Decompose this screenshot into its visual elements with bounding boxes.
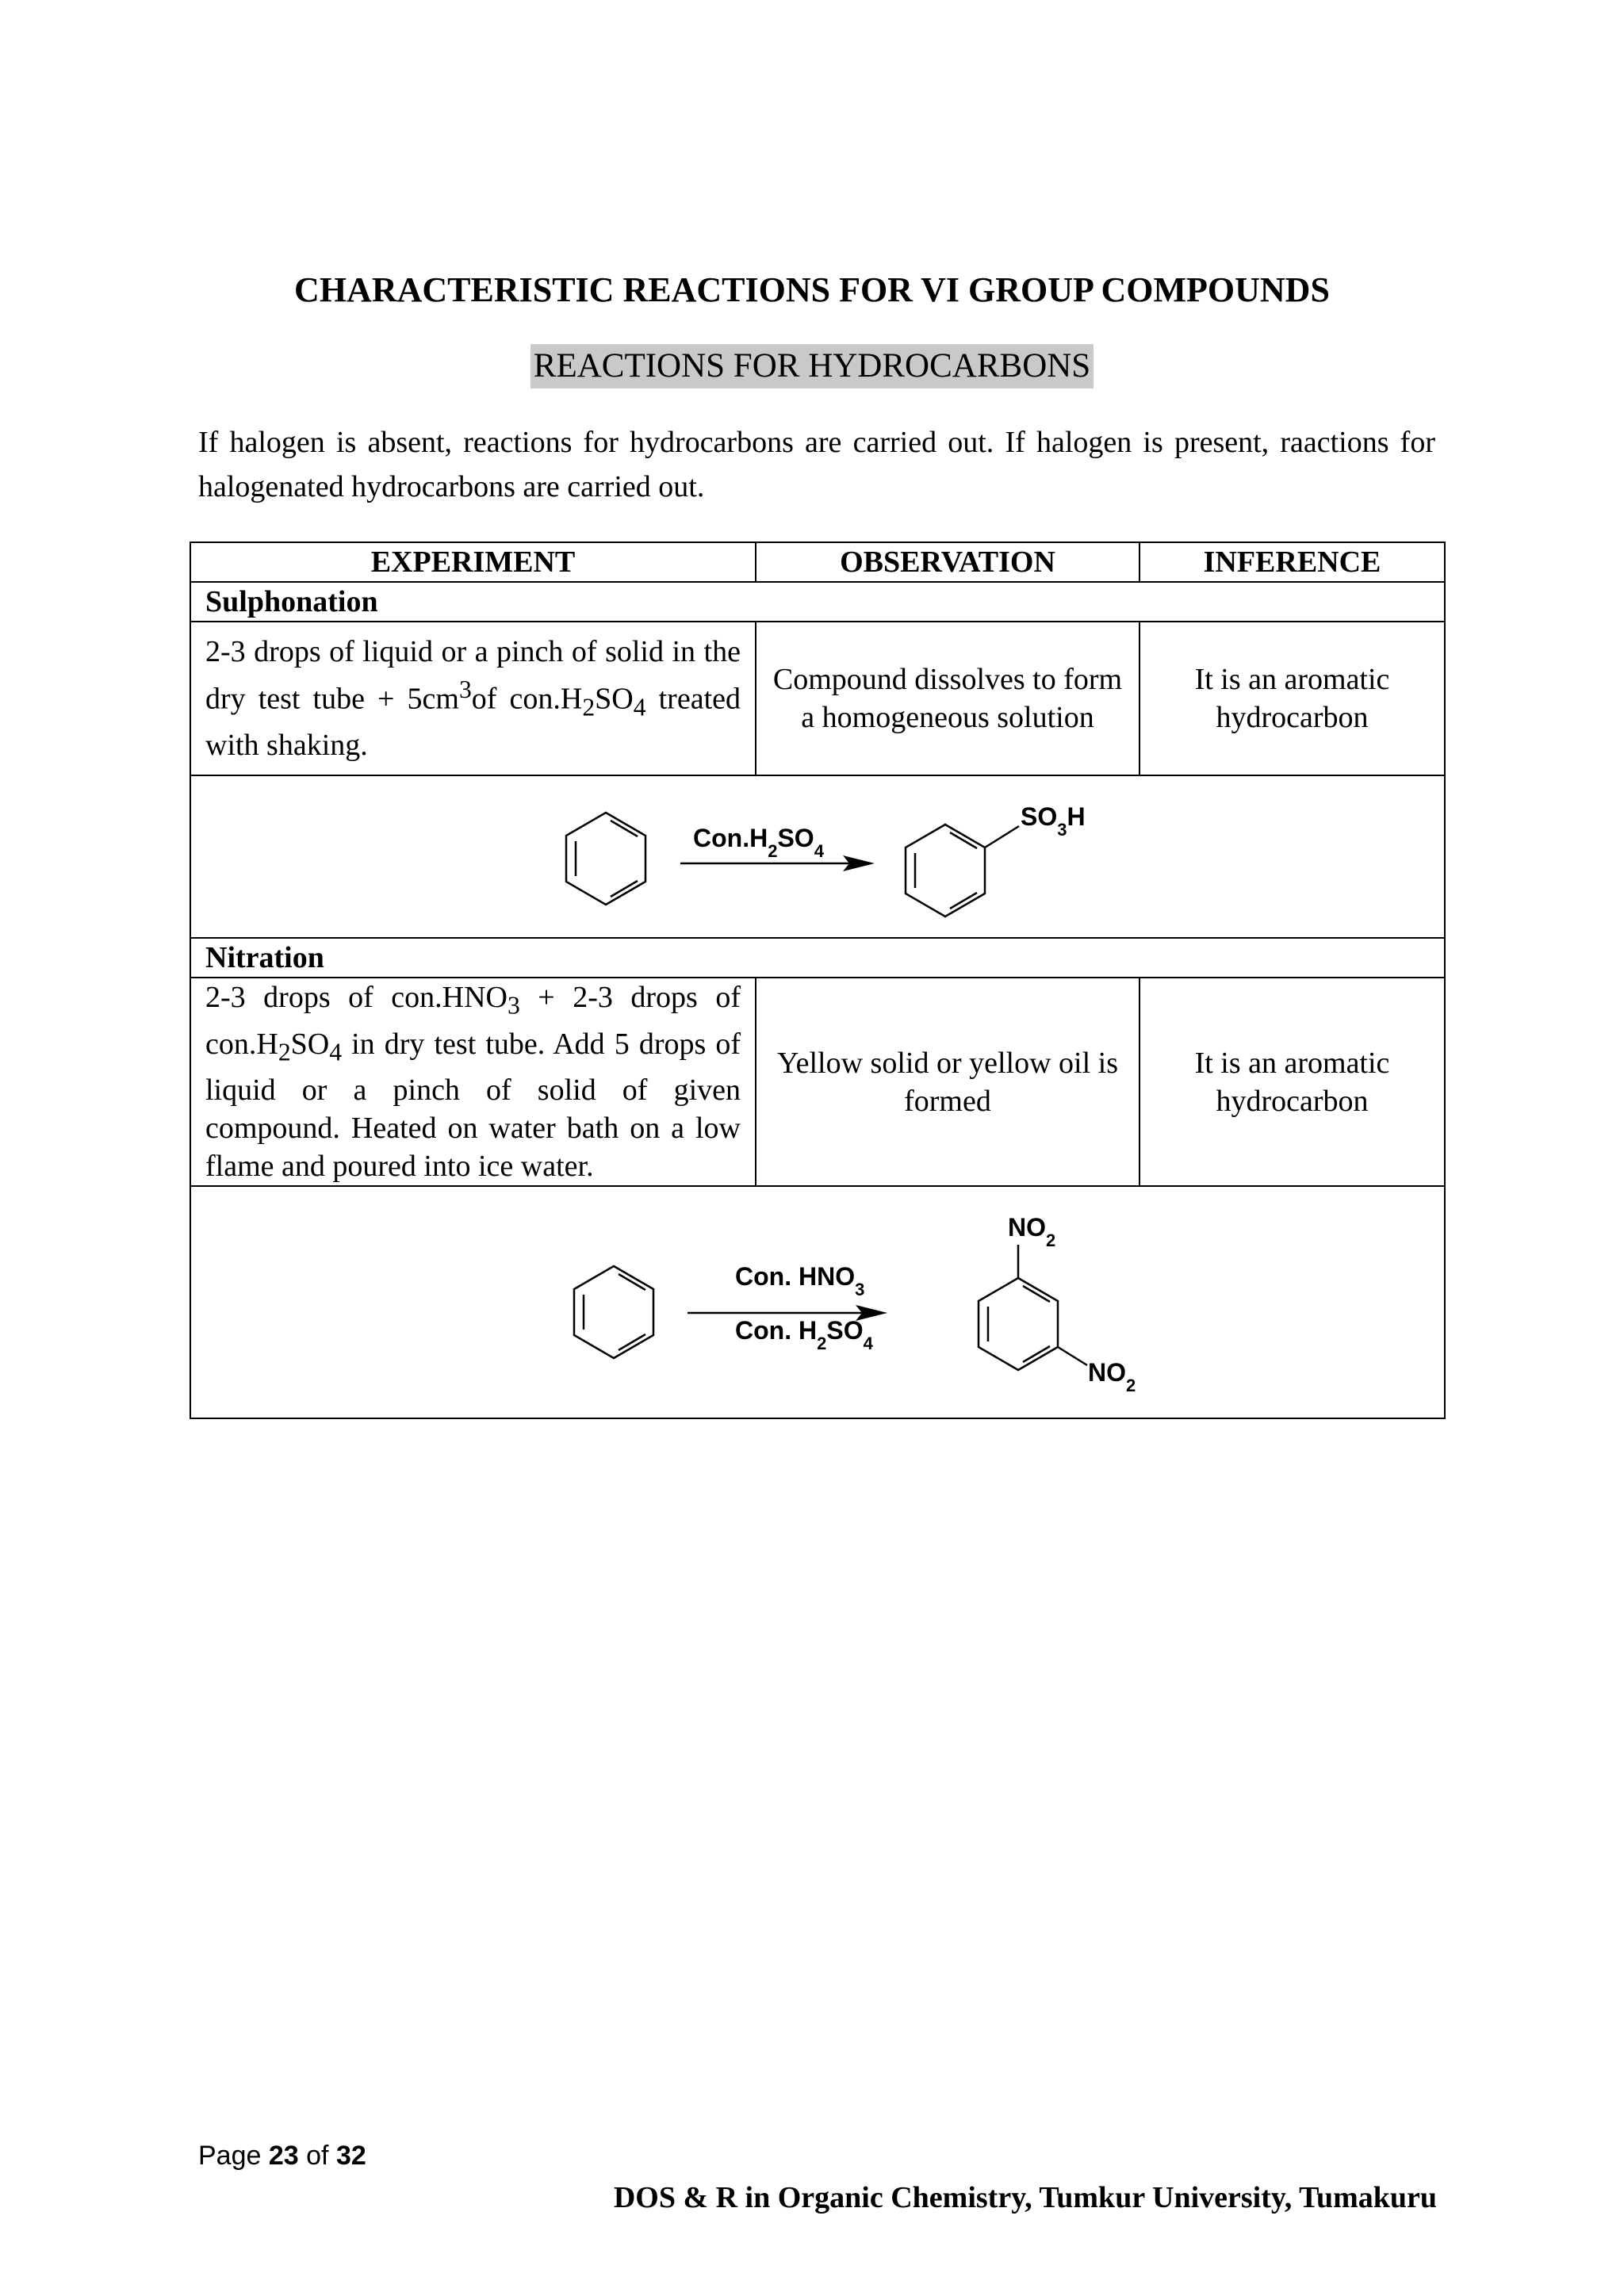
nitration-experiment: 2-3 drops of $con.HNO_3 + 2-3$ drops of $con.H_2SO_4$ in dry test tube. Add 5 drops of liquid or a pinch of solid of given compound. Heated on water bath on a low flame and poured into ice water. bbox=[190, 978, 756, 1186]
header-observation: OBSERVATION bbox=[756, 542, 1139, 582]
nitration-reagent-bottom: Con. $H_2SO_4$ bbox=[735, 1316, 873, 1353]
page-title: CHARACTERISTIC REACTIONS FOR VI GROUP COMPOUNDS bbox=[294, 270, 1330, 309]
sulphonation-experiment: 2-3 drops of liquid or a pinch of solid in the dry test tube + $5cm^3of$ $con.H_2SO_4$ treated with shaking. bbox=[190, 622, 756, 775]
nitro-group-bottom-label: $NO_2$ bbox=[1088, 1358, 1136, 1395]
footer-organization: DOS & R in Organic Chemistry, Tumkur University, Tumakuru bbox=[613, 2181, 1437, 2214]
page-prefix: Page bbox=[198, 2141, 262, 2171]
sulphonation-scheme-cell bbox=[190, 775, 1445, 938]
benzene-reactant bbox=[566, 813, 645, 905]
sulphonation-reagent: $Con.H_2SO_4$ bbox=[693, 824, 824, 861]
header-inference: INFERENCE bbox=[1139, 542, 1445, 582]
page-current: 23 bbox=[268, 2141, 299, 2171]
sulphonation-inference: It is an aromatic hydrocarbon bbox=[1139, 622, 1445, 775]
nitration-reagent-top: Con. $HNO_3$ bbox=[735, 1262, 865, 1299]
reaction-arrow bbox=[680, 855, 875, 871]
nitro-group-top-label: $NO_2$ bbox=[1008, 1213, 1056, 1250]
nitration-scheme-cell bbox=[190, 1186, 1445, 1418]
page-number bbox=[198, 2141, 366, 2172]
nitration-inference: It is an aromatic hydrocarbon bbox=[1139, 978, 1445, 1186]
nitration-observation: Yellow solid or yellow oil is formed bbox=[756, 978, 1139, 1186]
nitration-row bbox=[190, 978, 1445, 1186]
nitration-title: Nitration bbox=[190, 938, 1445, 978]
intro-paragraph: If halogen is absent, reactions for hydrocarbons are carried out. If halogen is present, raactions for halogenated hydrocarbons are carried out. bbox=[198, 426, 1435, 503]
sulphonation-observation: Compound dissolves to form a homogeneous solution bbox=[756, 622, 1139, 775]
page-of: of bbox=[306, 2141, 329, 2171]
table-header-row bbox=[190, 542, 1445, 582]
sulfonic-acid-group-label: $SO_3H$ bbox=[1021, 802, 1086, 840]
nitration-scheme bbox=[191, 1187, 1442, 1418]
page-total: 32 bbox=[335, 2141, 366, 2171]
sulphonation-scheme bbox=[191, 776, 1442, 937]
benzenesulfonic-acid-product bbox=[906, 825, 1019, 916]
benzene-reactant bbox=[574, 1266, 653, 1358]
nitration-title-row bbox=[190, 938, 1445, 978]
sulphonation-title-row bbox=[190, 582, 1445, 622]
reactions-table bbox=[190, 541, 1446, 1419]
section-title-wrap bbox=[0, 344, 1624, 388]
sulphonation-scheme-row bbox=[190, 775, 1445, 938]
nitration-scheme-row bbox=[190, 1186, 1445, 1418]
header-experiment: EXPERIMENT bbox=[190, 542, 756, 582]
sulphonation-title: Sulphonation bbox=[190, 582, 1445, 622]
dinitrobenzene-product bbox=[979, 1245, 1087, 1370]
section-title: REACTIONS FOR HYDROCARBONS bbox=[530, 344, 1094, 388]
sulphonation-row bbox=[190, 622, 1445, 775]
